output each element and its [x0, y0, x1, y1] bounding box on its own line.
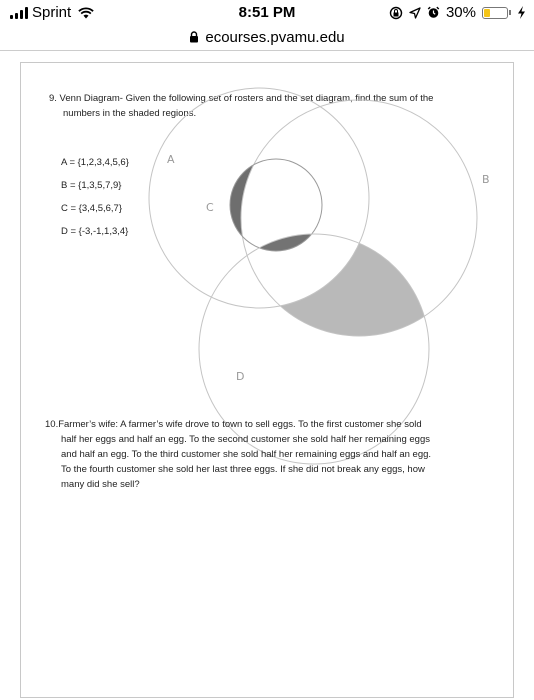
question-10 — [45, 417, 485, 492]
roster-b: B = {1,3,5,7,9} — [61, 180, 122, 191]
toolbar-divider — [0, 50, 534, 51]
roster-d: D = {-3,-1,1,3,4} — [61, 226, 129, 237]
carrier-label: Sprint — [32, 4, 72, 21]
battery-percent: 30% — [445, 4, 476, 21]
location-icon — [409, 7, 421, 19]
question-9-line-2: numbers in the shaded regions. — [63, 108, 197, 119]
battery-icon — [482, 7, 508, 19]
url-domain[interactable]: ecourses.pvamu.edu — [205, 28, 345, 46]
alarm-icon — [427, 6, 440, 19]
roster-a: A = {1,2,3,4,5,6} — [61, 157, 129, 168]
label-c: C — [206, 201, 214, 214]
question-10-line-1: 10.Farmer’s wife: A farmer’s wife drove to town to sell eggs. To the first customer she sold — [45, 419, 422, 430]
charging-icon — [517, 6, 526, 19]
label-a: A — [167, 153, 175, 166]
question-10-line-4: To the fourth customer she sold her last three eggs. If she did not break any eggs, how — [61, 464, 425, 475]
roster-c: C = {3,4,5,6,7} — [61, 203, 123, 214]
label-b: B — [482, 173, 490, 186]
label-d: D — [236, 370, 245, 383]
battery-tip — [509, 10, 511, 15]
status-right — [389, 4, 526, 21]
url-bar[interactable] — [0, 26, 534, 48]
battery-level-fill — [484, 9, 490, 17]
screen-lock-icon — [389, 6, 403, 20]
status-bar — [0, 0, 534, 26]
document-page — [20, 62, 514, 698]
question-9-line-1: 9. Venn Diagram- Given the following set of rosters and the set diagram, find the sum of the — [49, 93, 434, 104]
venn-diagram — [21, 63, 515, 699]
status-time: 8:51 PM — [238, 4, 296, 21]
question-10-line-3: and half an egg. To the third customer she sold half her remaining eggs and half an egg. — [61, 449, 432, 460]
question-10-line-2: half her eggs and half an egg. To the second customer she sold half her remaining eggs — [61, 434, 430, 445]
lock-icon — [189, 31, 199, 43]
question-10-line-5: many did she sell? — [61, 479, 140, 490]
